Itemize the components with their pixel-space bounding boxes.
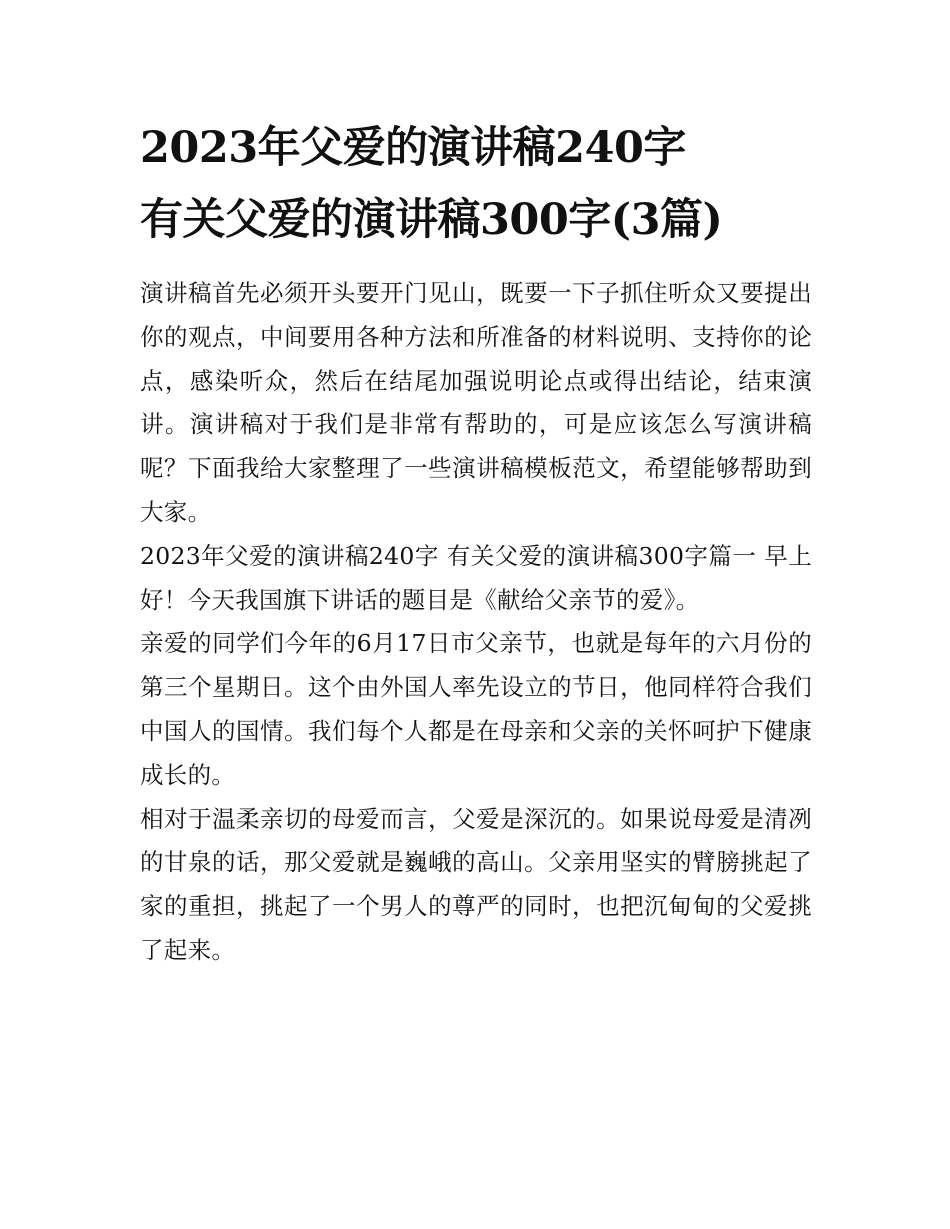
document-page [140,118,812,973]
title-line-1: 2023年父爱的演讲稿240字 [140,123,686,173]
intro-paragraph: 演讲稿首先必须开头要开门见山，既要一下子抓住听众又要提出你的观点，中间要用各种方法和所准备的材料说明、支持你的论点，感染听众，然后在结尾加强说明论点或得出结论，结束演讲。演讲稿对于我们是非常有帮助的，可是应该怎么写演讲稿呢？下面我给大家整理了一些演讲稿模板范文，希望能够帮助到大家。 [140,279,812,526]
title-line-2: 有关父爱的演讲稿300字(3篇) [140,195,723,245]
father-love-paragraph: 相对于温柔亲切的母爱而言，父爱是深沉的。如果说母爱是清冽的甘泉的话，那父爱就是巍峨的高山。父亲用坚实的臂膀挑起了家的重担，挑起了一个男人的尊严的同时，也把沉甸甸的父爱挑了起来。 [140,804,812,964]
document-title [140,118,812,250]
speech-opening-paragraph: 2023年父爱的演讲稿240字 有关父爱的演讲稿300字篇一 早上好！今天我国旗下讲话的题目是《献给父亲节的爱》。 [140,541,812,614]
fathers-day-paragraph: 亲爱的同学们今年的6月17日市父亲节，也就是每年的六月份的第三个星期日。这个由外国人率先设立的节日，他同样符合我们中国人的国情。我们每个人都是在母亲和父亲的关怀呵护下健康成长的。 [140,629,812,789]
